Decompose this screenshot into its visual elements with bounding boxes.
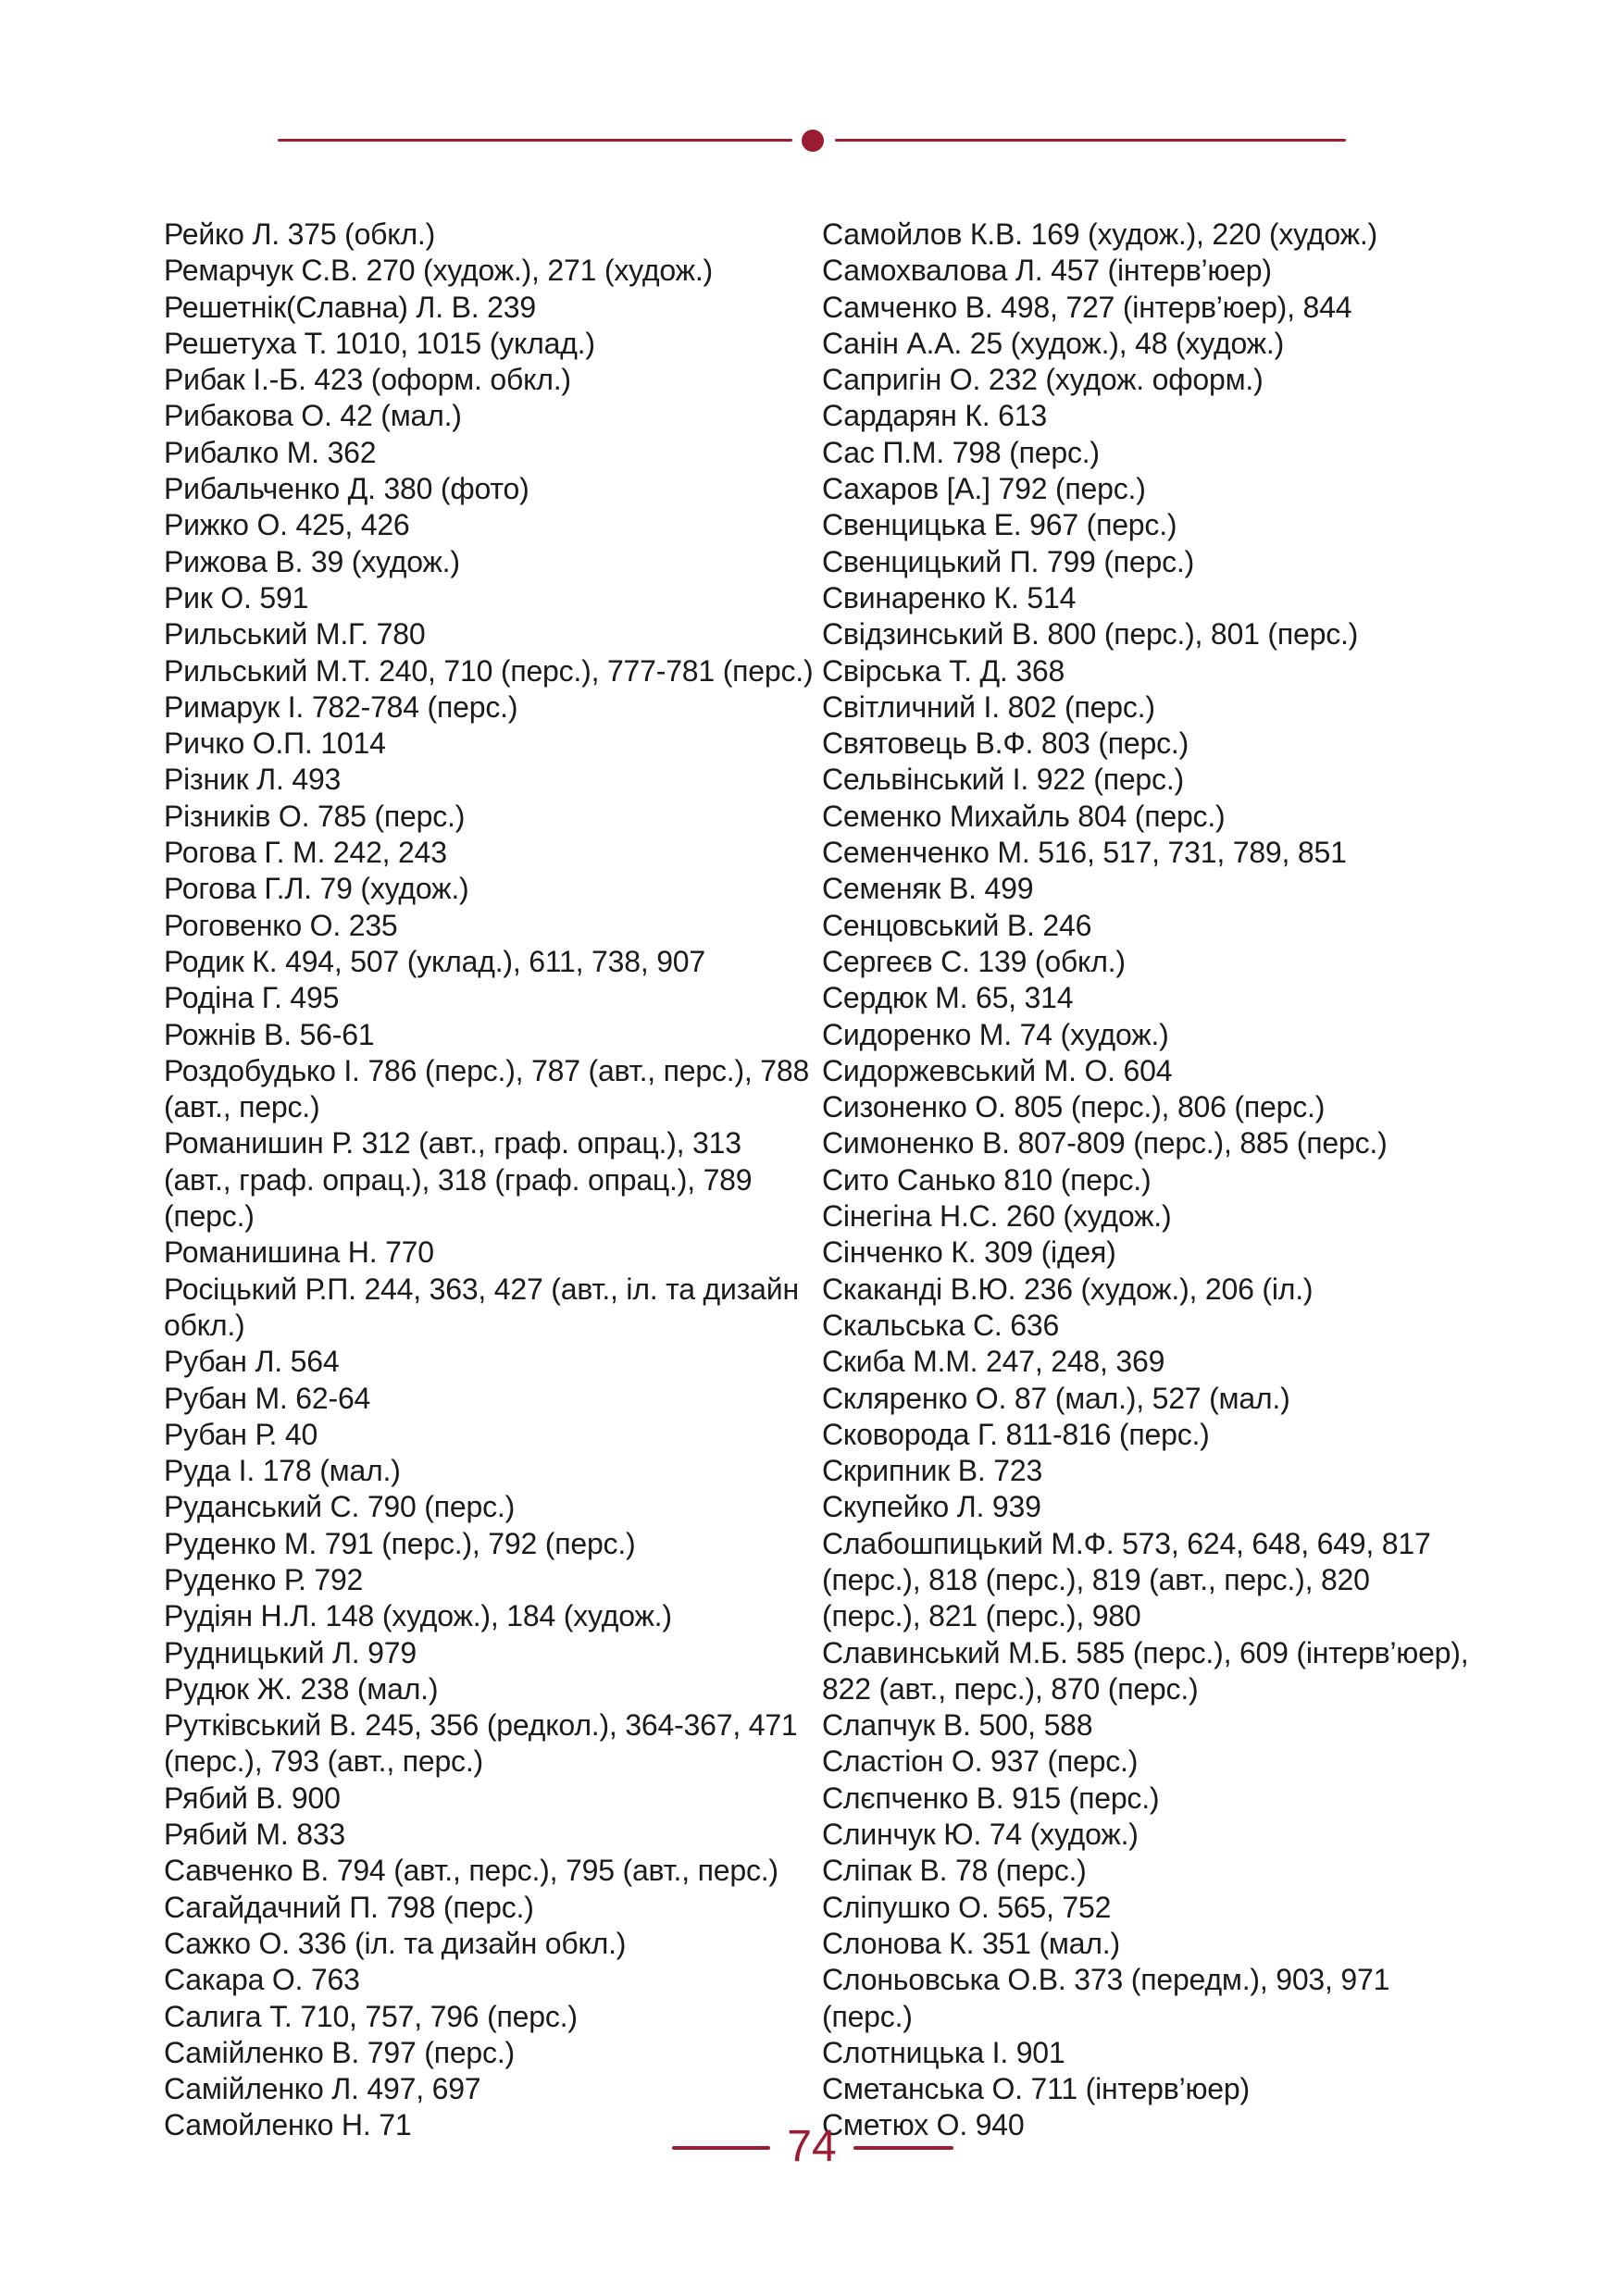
index-entry: Сидоржевський М. О. 604 — [822, 1053, 1173, 1087]
index-entry: Свенцицька Е. 967 (перс.) — [822, 508, 1177, 542]
index-entry: Рейко Л. 375 (обкл.) — [164, 217, 436, 251]
index-entry: Родіна Г. 495 — [164, 981, 340, 1015]
index-entry: Сергеєв С. 139 (обкл.) — [822, 944, 1126, 978]
index-entry: Свідзинський В. 800 (перс.), 801 (перс.) — [822, 617, 1359, 652]
index-entry: Рябий М. 833 — [164, 1818, 346, 1852]
index-entry: Свенцицький П. 799 (перс.) — [822, 544, 1195, 578]
index-entry: Свірська Т. Д. 368 — [822, 653, 1065, 688]
index-entry: Рудницький Л. 979 — [164, 1635, 417, 1669]
index-entry: Самійленко Л. 497, 697 — [164, 2072, 481, 2106]
index-entry: Сліпак В. 78 (перс.) — [822, 1854, 1087, 1888]
index-entry: Решетнік(Славна) Л. В. 239 — [164, 290, 536, 324]
index-entry: Рутківський В. 245, 356 (редкол.), 364-367, 471 (перс.), 793 (авт., перс.) — [164, 1708, 798, 1779]
index-entry: Сліпушко О. 565, 752 — [822, 1890, 1112, 1924]
index-entry: Сас П.М. 798 (перс.) — [822, 435, 1100, 469]
index-entry: Решетуха Т. 1010, 1015 (уклад.) — [164, 326, 595, 360]
index-entry: Рогова Г. М. 242, 243 — [164, 836, 447, 870]
index-entry: Сковорода Г. 811-816 (перс.) — [822, 1417, 1210, 1451]
index-entry: Самченко В. 498, 727 (інтерв’юер), 844 — [822, 290, 1352, 324]
index-entry: Романишина Н. 770 — [164, 1235, 434, 1270]
index-entry: Рижко О. 425, 426 — [164, 508, 410, 542]
index-entry: Святовець В.Ф. 803 (перс.) — [822, 726, 1189, 761]
header-rule-left — [278, 139, 792, 142]
header-ornament — [278, 130, 1346, 152]
index-entry: Сметюх О. 940 — [822, 2108, 1025, 2142]
index-entry: Семенко Михайль 804 (перс.) — [822, 799, 1226, 833]
index-entry: Рубан М. 62-64 — [164, 1381, 371, 1415]
index-entry: Славинський М.Б. 585 (перс.), 609 (інтерв’юер), 822 (авт., перс.), 870 (перс.) — [822, 1635, 1469, 1706]
index-entry: Слотницька І. 901 — [822, 2035, 1065, 2069]
index-entry: Рогова Г.Л. 79 (худож.) — [164, 872, 469, 906]
index-entry: Скальська С. 636 — [822, 1308, 1060, 1342]
index-entry: Руденко М. 791 (перс.), 792 (перс.) — [164, 1526, 636, 1560]
index-entry: Рибакова О. 42 (мал.) — [164, 399, 462, 433]
index-entry: Рябий В. 900 — [164, 1781, 341, 1815]
index-entry: Сінегіна Н.С. 260 (худож.) — [822, 1199, 1172, 1234]
index-entry: Родик К. 494, 507 (уклад.), 611, 738, 907 — [164, 944, 705, 978]
index-entry: Світличний І. 802 (перс.) — [822, 689, 1155, 724]
index-entry: Скиба М.М. 247, 248, 369 — [822, 1345, 1165, 1379]
header-ornament-dot — [802, 130, 824, 152]
index-entry: Сапригін О. 232 (худож. оформ.) — [822, 363, 1264, 397]
index-entry: Рубан Р. 40 — [164, 1417, 318, 1451]
index-entry: Савченко В. 794 (авт., перс.), 795 (авт., перс.) — [164, 1854, 778, 1888]
index-entry: Самойлов К.В. 169 (худож.), 220 (худож.) — [822, 217, 1377, 251]
index-entry: Самойленко Н. 71 — [164, 2108, 412, 2142]
index-entry: Рибалко М. 362 — [164, 435, 377, 469]
index-entry: Сардарян К. 613 — [822, 399, 1047, 433]
index-entry: Роговенко О. 235 — [164, 908, 398, 942]
index-entry: Сенцовський В. 246 — [822, 908, 1092, 942]
index-column-right — [822, 217, 1470, 2144]
index-entry: Слабошпицький М.Ф. 573, 624, 648, 649, 817 (перс.), 818 (перс.), 819 (авт., перс.), 820 (перс.), 821 (перс.), 980 — [822, 1526, 1431, 1633]
index-entry: Свинаренко К. 514 — [822, 580, 1077, 614]
index-entry: Рудюк Ж. 238 (мал.) — [164, 1671, 439, 1706]
index-entry: Слапчук В. 500, 588 — [822, 1708, 1093, 1743]
index-entry: Сажко О. 336 (іл. та дизайн обкл.) — [164, 1926, 627, 1960]
index-entry: Рильський М.Т. 240, 710 (перс.), 777-781 (перс.) — [164, 653, 814, 688]
index-entry: Самохвалова Л. 457 (інтерв’юер) — [822, 254, 1272, 288]
index-column-left — [164, 217, 812, 2144]
index-entry: Сизоненко О. 805 (перс.), 806 (перс.) — [822, 1090, 1326, 1124]
index-entry: Сердюк М. 65, 314 — [822, 981, 1074, 1015]
index-entry: Слинчук Ю. 74 (худож.) — [822, 1818, 1139, 1852]
index-entry: Сінченко К. 309 (ідея) — [822, 1235, 1116, 1270]
index-entry: Руда І. 178 (мал.) — [164, 1454, 401, 1488]
index-entry: Роздобудько І. 786 (перс.), 787 (авт., перс.), 788 (авт., перс.) — [164, 1053, 810, 1124]
index-entry: Санін А.А. 25 (худож.), 48 (худож.) — [822, 326, 1285, 360]
index-entry: Сакара О. 763 — [164, 1963, 360, 1997]
page-number: 74 — [787, 2122, 837, 2171]
index-entry: Сагайдачний П. 798 (перс.) — [164, 1890, 534, 1924]
footer-rule-left — [672, 2146, 770, 2150]
index-entry: Романишин Р. 312 (авт., граф. опрац.), 313 (авт., граф. опрац.), 318 (граф. опрац.), 789 (перс.) — [164, 1126, 753, 1234]
index-entry: Рибак І.-Б. 423 (оформ. обкл.) — [164, 363, 571, 397]
index-entry: Рожнів В. 56-61 — [164, 1017, 375, 1051]
index-entry: Ричко О.П. 1014 — [164, 726, 386, 761]
index-entry: Семеняк В. 499 — [822, 872, 1034, 906]
index-entry: Самійленко В. 797 (перс.) — [164, 2035, 515, 2069]
index-entry: Сахаров [А.] 792 (перс.) — [822, 472, 1146, 506]
index-entry: Скупейко Л. 939 — [822, 1490, 1041, 1524]
index-entry: Рубан Л. 564 — [164, 1345, 340, 1379]
index-entry: Скаканді В.Ю. 236 (худож.), 206 (іл.) — [822, 1272, 1314, 1306]
header-rule-right — [835, 139, 1346, 142]
index-entry: Ремарчук С.В. 270 (худож.), 271 (худож.) — [164, 254, 713, 288]
index-entry: Римарук І. 782-784 (перс.) — [164, 689, 518, 724]
index-entry: Сельвінський І. 922 (перс.) — [822, 763, 1184, 797]
index-entry: Різник Л. 493 — [164, 763, 342, 797]
index-entry: Семенченко М. 516, 517, 731, 789, 851 — [822, 836, 1347, 870]
index-entry: Рибальченко Д. 380 (фото) — [164, 472, 529, 506]
index-entry: Симоненко В. 807-809 (перс.), 885 (перс.) — [822, 1126, 1388, 1160]
index-entry: Росіцький Р.П. 244, 363, 427 (авт., іл. та дизайн обкл.) — [164, 1272, 799, 1342]
index-entry: Салига Т. 710, 757, 796 (перс.) — [164, 1999, 578, 2033]
index-entry: Рик О. 591 — [164, 580, 309, 614]
index-entry: Сметанська О. 711 (інтерв’юер) — [822, 2072, 1250, 2106]
index-entry: Рижова В. 39 (худож.) — [164, 544, 460, 578]
index-entry: Різників О. 785 (перс.) — [164, 799, 466, 833]
index-entry: Рудіян Н.Л. 148 (худож.), 184 (худож.) — [164, 1599, 672, 1633]
index-entry: Сластіон О. 937 (перс.) — [822, 1744, 1139, 1779]
footer-rule-right — [853, 2146, 953, 2150]
index-entry: Рильський М.Г. 780 — [164, 617, 426, 652]
page-footer — [0, 2119, 1619, 2175]
index-entry: Руденко Р. 792 — [164, 1562, 364, 1596]
index-entry: Скляренко О. 87 (мал.), 527 (мал.) — [822, 1381, 1290, 1415]
index-entry: Сидоренко М. 74 (худож.) — [822, 1017, 1169, 1051]
index-entry: Слєпченко В. 915 (перс.) — [822, 1781, 1160, 1815]
index-entry: Слонова К. 351 (мал.) — [822, 1926, 1120, 1960]
index-entry: Скрипник В. 723 — [822, 1454, 1043, 1488]
index-entry: Слоньовська О.В. 373 (передм.), 903, 971 (перс.) — [822, 1963, 1390, 2033]
index-entry: Сито Санько 810 (перс.) — [822, 1162, 1152, 1197]
index-entry: Руданський С. 790 (перс.) — [164, 1490, 516, 1524]
